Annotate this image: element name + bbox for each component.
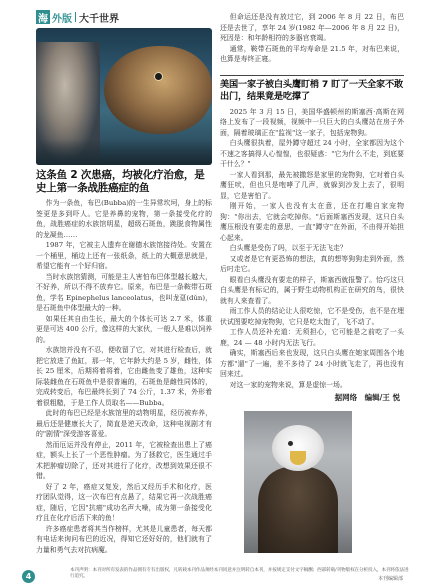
fish-eye [154,72,163,81]
paragraph: 2025 年 3 月 15 日，美国华盛顿州的斯塞西·高斯在网络上发布了一段视频，视频中一只巨大的白头鹰站在房子外面，隔着玻璃正在"监视"这一家子，包括宠物狗。 [220,107,404,137]
right-article-body [220,107,404,391]
paragraph: 白头鹰是受伤了吗，以至于无法飞走？ [229,244,347,252]
paragraph: 一家人看到那，最先被撒怒是家里的宠物狗，它对着白头鹰狂吠，但也只是咆哮了几声，就躲到沙发上去了，很明显，它是害怕了。 [220,170,404,200]
eagle-body [258,467,338,553]
tank-floor [36,139,212,165]
continued-text [220,12,404,65]
left-article-title: 这条鱼 2 次患癌，均被化疗治愈，是史上第一条战胜癌症的鱼 [36,169,205,194]
grouper-fish [104,46,212,134]
eagle-photo [244,411,352,553]
eagle-eye [288,441,293,446]
section-name: 外版 [52,13,72,25]
paragraph: 许多癌症患者将其当作榜样，尤其是儿童患者，每天都有电话来询问布巴的近况，得知它还好好的，他们就有了力量和勇气去对抗病魔。 [36,524,212,554]
paragraph: 工作人员还补充道：无须担心，它可能是之前吃了一头鹿，24 — 48 小时内无法飞行。 [220,328,404,347]
paragraph: 眼看白头鹰没有要走的样子，斯塞西就报警了。恰巧这只白头鹰是有标记的，属于野生动物机构正在研究的鸟，很快就有人来查看了。 [220,275,404,305]
paragraph: 此时的布巴已经是水族馆里的动物明星，经历被弃养，最后还是健康长大了，简直是逆天改命，这种电视剧才有的"剧情"深受游客喜爱。 [36,409,212,438]
page-number: 4 [22,570,35,583]
paragraph: 又或者是它有更恐怖的想法，真的想等狗狗走到外面，然后叼走它。 [220,254,404,273]
paragraph: 水族馆并没有不忍，便收留了它，对其进行检查后，就把它放进了鱼缸，那一年，它年龄大约是 5 岁，雌性，体长 25 厘米，后期将着将着，它由雌鱼变了雄鱼，这种实际装雌鱼在石斑鱼中是很普遍的，石斑鱼是雌性同体的，完成转变后，布巴最终长到了 74 公斤，1.37 米，外形着着很粗糙，于是工作人员取名——Bubba。 [36,346,212,407]
paragraph: 白头鹰很执着，屋外蹲守超过 24 小时，全家都因为这个不速之客搞得人心惶惶，也很疑惑："它为什么不走，到底要干什么？" [220,139,404,168]
paragraph: 刚开始，一家人也没有太在意，还在打趣自家宠物狗："你出去，它就会吃掉你。"后面斯塞西发现，这只白头鹰压根没有要走的意思，一直"蹲守"在外面，不由得开始担心起来。 [220,202,404,242]
column-name: 大千世界 [79,13,119,25]
paragraph: 当时水族馆猜测，可能是主人害怕布巴体型越长越大，不好养，所以不得不放弃它。原来，布巴是一条鞍带石斑鱼，学名 Epinephelus lanceolatus，也叫龙趸(dǔn)，是石斑鱼中体型最大的一种。 [36,272,212,312]
paragraph: 作为一条鱼，布巴(Bubba)的一生异常坎坷，身上的标签更是多到吓人。它是养鼻的宠物，第一条接受化疗的鱼，战胜癌症的水族馆明星，超级石斑鱼，跳脱食物属性的龙凝鱼…… [36,199,212,239]
left-article [36,28,212,555]
left-article-body [36,198,212,555]
right-article-title: 美国一家子被白头鹰盯梢 7 盯了一天全家不敢出门，结果竟是吃撑了 [220,75,404,104]
right-column [220,12,404,403]
grouper-photo [36,28,212,165]
paragraph: 但命运还是没有放过它，到 2006 年 8 月 22 日，布巴还是去世了，享年 24 岁(1982 年—2006 年 8 月 22 日)，死因是：和年龄相符的多器官衰竭。 [220,13,404,42]
paragraph: 雨工作人员的结论让人很吃惊，它不是受伤，也不是在埋伏试图要吃掉宠物狗，它只是吃太饱了，飞不动了。 [220,307,404,326]
paragraph: 好了 2 年，癌症又复发，然后又经历手术和化疗，医疗团队觉得，这一次布巴有点悬了，结果它再一次战胜癌症，随后，它因"抗癌"成功名声大噪，成为第一条接受化疗且在化疗后活下来的鱼！ [36,482,212,522]
paragraph: 然而厄运并没有停止，2011 年，它被检查出患上了癌症，额头上长了一个恶性肿瘤。为了拯救它，医生通过手术把肿瘤切除了，还对其进行了化疗，改想到效果还很不错。 [36,440,212,480]
byline: 据网络 编辑/王 悦 [334,393,400,402]
copyright-note: 本刊声明：本刊对所有发表的作品拥有专有出版权，凡转载本刊作品须经本刊同意并注明转自本刊，并按规定支付文字稿酬；西部转载/刊物版权在分析投入，本刊将依法进行追究。 [70,568,409,579]
header-divider [75,12,76,22]
section-logo: 海 [36,10,50,24]
footer-credit: 本刊编辑部 [378,576,404,582]
eagle-beak [290,451,306,465]
page-header [36,8,119,26]
paragraph: 如果任其自由生长，最大的个体长可达 2.7 米，体重更是可达 400 公斤，像这样的大家伙，一般人是难以饲养的。 [36,314,213,344]
paragraph: 确实，斯塞西后来也发现，这只白头鹰在她家周围各个地方都"遛"了一遍，差不多待了 24 小时就飞走了，再也没有回来过。 [220,349,404,378]
paragraph: 对这一家的宠物来说，算是虚惊一场。 [229,380,347,389]
paragraph: 通常，鞍带石斑鱼的平均寿命是 21.5 年，对布巴来说，也算是寿终正寝。 [220,44,404,63]
paragraph: 1987 年，它被主人遗弃在谢德水族馆接待处。安置在一个桶里，桶边上还有一张纸条，纸上的大概意思就是，希望它能有一个好归宿。 [36,241,212,270]
